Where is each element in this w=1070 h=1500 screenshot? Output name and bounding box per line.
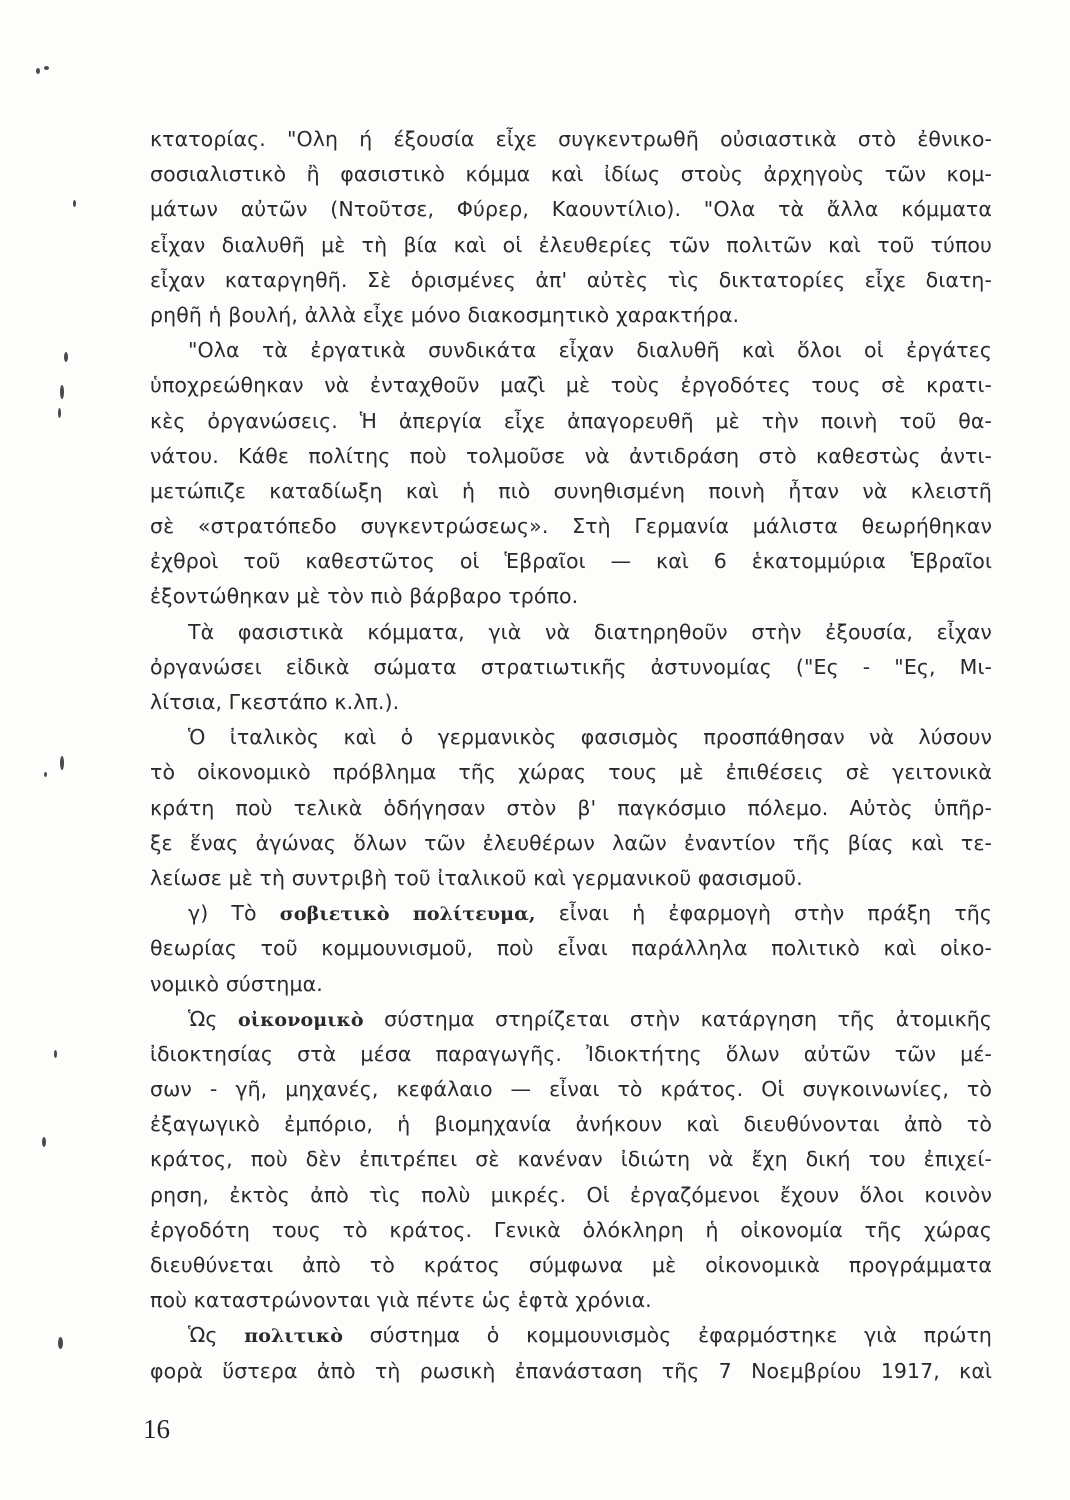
scan-speck	[58, 1337, 63, 1349]
text-line: νομικὸ σύστημα.	[150, 971, 323, 996]
text-run: Ὡς	[188, 1323, 245, 1348]
scan-speck	[36, 68, 40, 74]
text-line: ὑποχρεώθηκαν νὰ ἐνταχθοῦν μαζὶ μὲ τοὺς ἐργοδότες τους σὲ κρατι-	[150, 373, 992, 398]
scan-speck	[64, 352, 68, 362]
text-line: ἐξοντώθηκαν μὲ τὸν πιὸ βάρβαρο τρόπο.	[150, 584, 579, 609]
text-line	[150, 1318, 992, 1353]
text-run: εἶναι ἡ ἐφαρμογὴ στὴν πράξη τῆς	[535, 901, 992, 926]
page-number: 16	[143, 1414, 170, 1444]
text-line: ὀργανώσει εἰδικὰ σώματα στρατιωτικῆς ἀστυνομίας ("Ες - "Ες, Μι-	[150, 654, 992, 679]
text-line: Τὰ φασιστικὰ κόμματα, γιὰ νὰ διατηρηθοῦν στὴν ἐξουσία, εἶχαν	[188, 619, 992, 644]
text-line: ποὺ καταστρώνονται γιὰ πέντε ὡς ἑφτὰ χρόνια.	[150, 1288, 652, 1313]
text-line: κὲς ὀργανώσεις. Ἡ ἀπεργία εἶχε ἀπαγορευθῆ μὲ τὴν ποινὴ τοῦ θα-	[150, 408, 992, 433]
text-line: ρηση, ἐκτὸς ἀπὸ τὶς πολὺ μικρές. Οἱ ἐργαζόμενοι ἔχουν ὅλοι κοινὸν	[150, 1182, 992, 1207]
text-line: κτατορίας. "Ολη ή έξουσία εἶχε συγκεντρωθῆ οὐσιαστικὰ στὸ ἐθνικο-	[150, 127, 992, 151]
scan-speck	[54, 1050, 57, 1058]
text-line: ξε ἕνας ἀγώνας ὅλων τῶν ἐλευθέρων λαῶν ἐναντίον τῆς βίας καὶ τε-	[150, 830, 992, 855]
text-run: Ὡς	[188, 1006, 239, 1031]
text-line: σων - γῆ, μηχανές, κεφάλαιο — εἶναι τὸ κράτος. Οἱ συγκοινωνίες, τὸ	[150, 1077, 992, 1102]
text-line: διευθύνεται ἀπὸ τὸ κράτος σύμφωνα μὲ οἰκονομικὰ προγράμματα	[150, 1253, 992, 1277]
text-line: λείωσε μὲ τὴ συντριβὴ τοῦ ἰταλικοῦ καὶ γερμανικοῦ φασισμοῦ.	[150, 865, 803, 890]
text-line: νάτου. Κάθε πολίτης ποὺ τολμοῦσε νὰ ἀντιδράση στὸ καθεστὼς ἀντι-	[150, 443, 992, 468]
text-line: μάτων αὐτῶν (Ντοῦτσε, Φύρερ, Καουντίλιο). "Ολα τὰ ἄλλα κόμματα	[150, 197, 992, 222]
scan-speck	[60, 385, 64, 399]
bold-term: πολιτικὸ	[244, 1325, 343, 1348]
text-line: λίτσια, Γκεστάπο κ.λπ.).	[150, 690, 400, 714]
bold-term: οἰκονομικὸ	[238, 1008, 364, 1031]
text-line	[150, 1002, 992, 1037]
text-line: ἐχθροὶ τοῦ καθεστῶτος οἱ Ἑβραῖοι — καὶ 6 ἑκατομμύρια Ἑβραῖοι	[150, 549, 992, 574]
body-text	[150, 122, 992, 1389]
scan-speck	[60, 756, 64, 770]
text-line: ἰδιοκτησίας στὰ μέσα παραγωγῆς. Ἰδιοκτήτης ὅλων αὐτῶν τῶν μέ-	[150, 1041, 992, 1066]
scan-speck	[58, 408, 61, 418]
text-run: σύστημα ὁ κομμουνισμὸς ἐφαρμόστηκε γιὰ πρώτη	[343, 1323, 992, 1348]
text-line: κράτη ποὺ τελικὰ ὁδήγησαν στὸν β' παγκόσμιο πόλεμο. Αὐτὸς ὑπῆρ-	[150, 795, 992, 820]
text-line: τὸ οἰκονομικὸ πρόβλημα τῆς χώρας τους μὲ ἐπιθέσεις σὲ γειτονικὰ	[150, 760, 992, 785]
text-line: "Ολα τὰ ἐργατικὰ συνδικάτα εἶχαν διαλυθῆ καὶ ὅλοι οἱ ἐργάτες	[188, 338, 992, 363]
scan-speck	[42, 1137, 46, 1147]
text-line: ρηθῆ ἡ βουλή, ἀλλὰ εἶχε μόνο διακοσμητικὸ χαρακτήρα.	[150, 302, 740, 327]
bold-term: σοβιετικὸ πολίτευμα,	[279, 903, 536, 926]
text-line: κράτος, ποὺ δὲν ἐπιτρέπει σὲ κανέναν ἰδιώτη νὰ ἔχη δική του ἐπιχεί-	[150, 1147, 992, 1172]
text-run: σύστημα στηρίζεται στὴν κατάργηση τῆς ἀτομικῆς	[363, 1006, 992, 1031]
text-line: σὲ «στρατόπεδο συγκεντρώσεως». Στὴ Γερμανία μάλιστα θεωρήθηκαν	[150, 514, 992, 539]
scan-speck	[44, 66, 49, 70]
text-line: φορὰ ὕστερα ἀπὸ τὴ ρωσικὴ ἐπανάσταση τῆς 7 Νοεμβρίου 1917, καὶ	[150, 1358, 992, 1383]
scan-speck	[73, 200, 76, 207]
text-line: εἶχαν καταργηθῆ. Σὲ ὁρισμένες ἀπ' αὐτὲς τὶς δικτατορίες εἶχε διατη-	[150, 267, 992, 292]
text-line: θεωρίας τοῦ κομμουνισμοῦ, ποὺ εἶναι παράλληλα πολιτικὸ καὶ οἰκο-	[150, 936, 992, 961]
text-line: ἐξαγωγικὸ ἐμπόριο, ἡ βιομηχανία ἀνήκουν καὶ διευθύνονται ἀπὸ τὸ	[150, 1112, 992, 1137]
text-line: μετώπιζε καταδίωξη καὶ ἡ πιὸ συνηθισμένη ποινὴ ἦταν νὰ κλειστῆ	[150, 478, 992, 503]
text-line: εἶχαν διαλυθῆ μὲ τὴ βία καὶ οἱ ἐλευθερίες τῶν πολιτῶν καὶ τοῦ τύπου	[150, 232, 992, 257]
text-line: ἐργοδότη τους τὸ κράτος. Γενικὰ ὁλόκληρη ἡ οἰκονομία τῆς χώρας	[150, 1217, 992, 1242]
text-line	[150, 896, 992, 931]
text-line: σοσιαλιστικὸ ἢ φασιστικὸ κόμμα καὶ ἰδίως στοὺς ἀρχηγοὺς τῶν κομ-	[150, 162, 992, 187]
text-line: Ὁ ἰταλικὸς καὶ ὁ γερμανικὸς φασισμὸς προσπάθησαν νὰ λύσουν	[188, 725, 992, 750]
text-run: γ) Τὸ	[188, 901, 280, 926]
scan-speck	[44, 772, 47, 777]
